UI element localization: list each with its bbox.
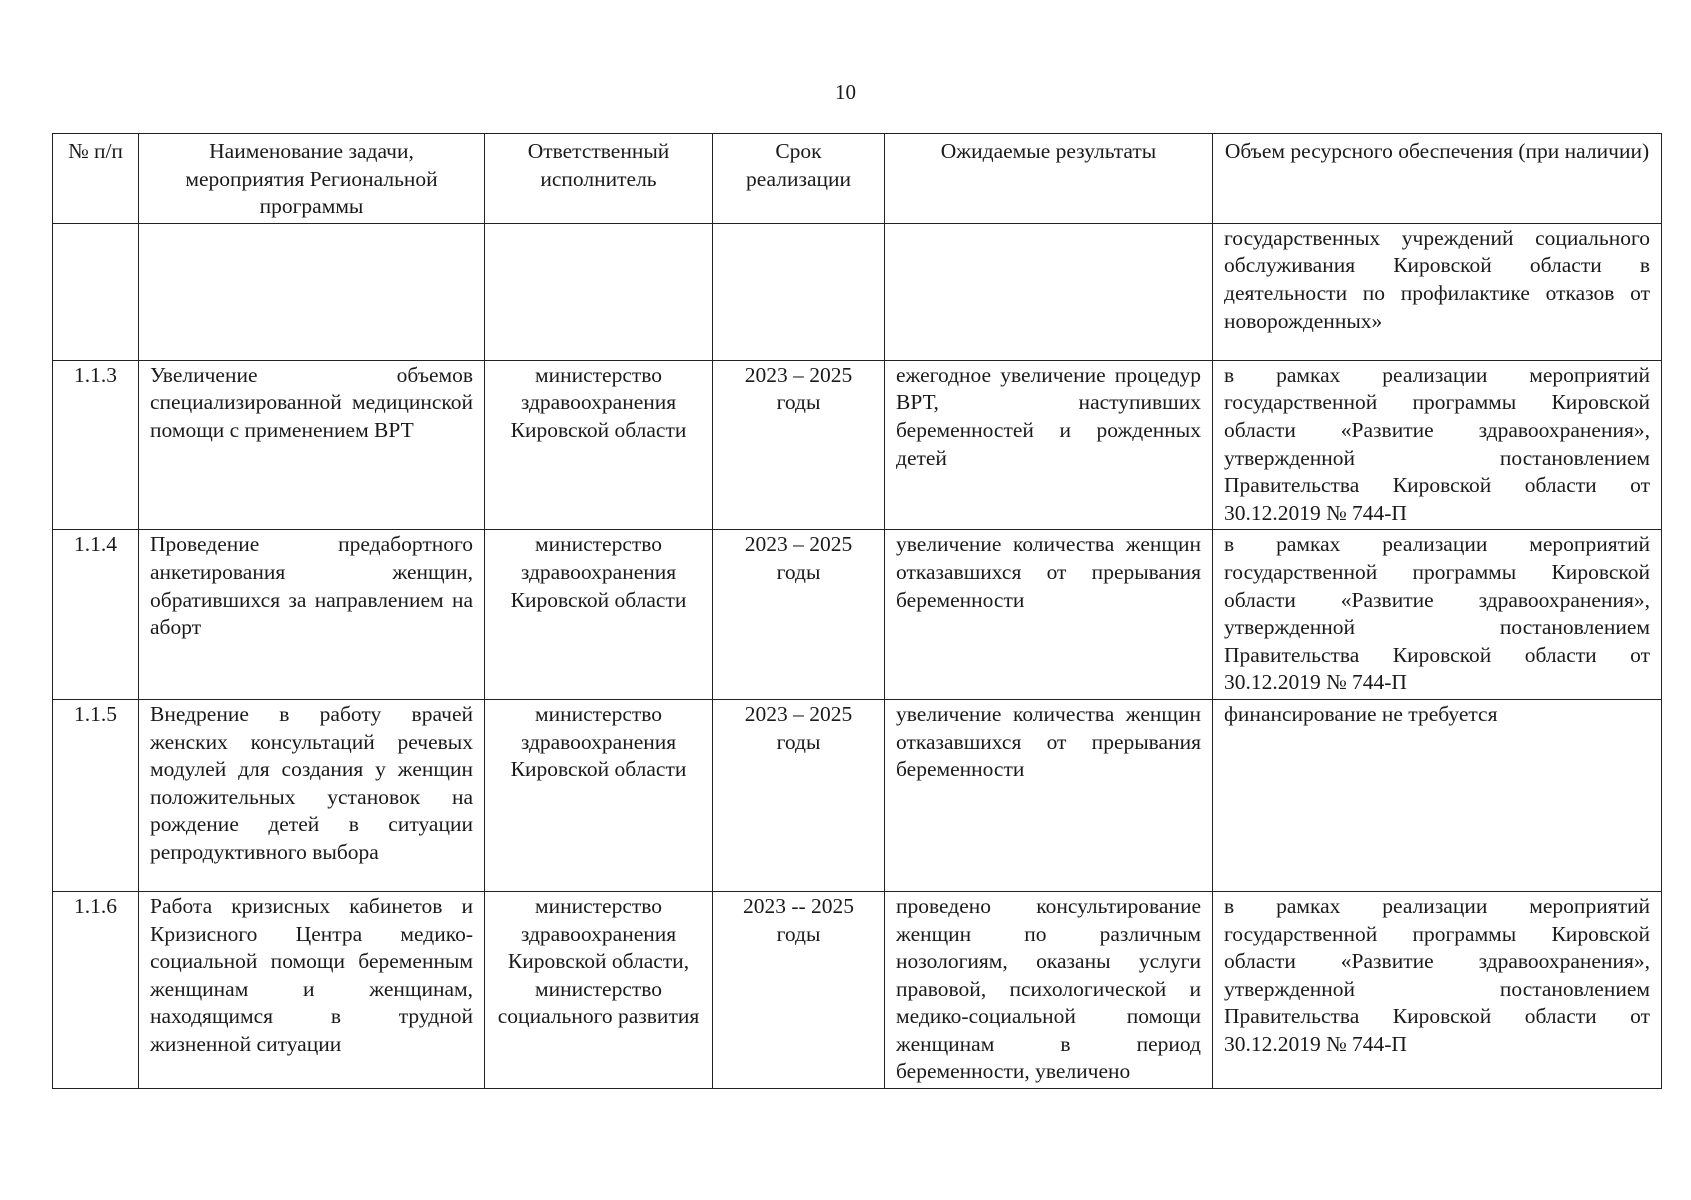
term-cell: 2023 – 2025 годы [713, 699, 885, 891]
row-number: 1.1.5 [53, 699, 139, 891]
table-row [53, 699, 1662, 891]
header-resources: Объем ресурсного обеспечения (при наличии) [1213, 134, 1662, 224]
header-term: Срок реализации [713, 134, 885, 224]
resources-cell: в рамках реализации мероприятий государственной программы Кировской области «Развитие здравоохранения», утвержденной постановлением Правительства Кировской области от 30.12.2019 № 744-П [1213, 891, 1662, 1088]
header-task: Наименование задачи, мероприятия Региональной программы [139, 134, 485, 224]
term-cell: 2023 -- 2025 годы [713, 891, 885, 1088]
results-cell: увеличение количества женщин отказавшихся от прерывания беременности [885, 530, 1213, 700]
executor-cell: министерство здравоохранения Кировской области [485, 530, 713, 700]
term-cell: 2023 – 2025 годы [713, 360, 885, 530]
table-header-row [53, 134, 1662, 224]
table-row-continuation [53, 223, 1662, 360]
task-cell: Проведение предабортного анкетирования женщин, обратившихся за направлением на аборт [139, 530, 485, 700]
executor-cell: министерство здравоохранения Кировской области [485, 360, 713, 530]
header-executor: Ответственный исполнитель [485, 134, 713, 224]
row-number: 1.1.6 [53, 891, 139, 1088]
task-cell: Увеличение объемов специализированной медицинской помощи с применением ВРТ [139, 360, 485, 530]
task-cell: Работа кризисных кабинетов и Кризисного Центра медико-социальной помощи беременным женщинам и женщинам, находящимся в трудной жизненной ситуации [139, 891, 485, 1088]
header-results: Ожидаемые результаты [885, 134, 1213, 224]
task-cell: Внедрение в работу врачей женских консультаций речевых модулей для создания у женщин положительных установок на рождение детей в ситуации репродуктивного выбора [139, 699, 485, 891]
table-row [53, 530, 1662, 700]
executor-cell: министерство здравоохранения Кировской области [485, 699, 713, 891]
resources-cell: в рамках реализации мероприятий государственной программы Кировской области «Развитие здравоохранения», утвержденной постановлением Правительства Кировской области от 30.12.2019 № 744-П [1213, 530, 1662, 700]
empty-cell [885, 223, 1213, 360]
empty-cell [713, 223, 885, 360]
row-number: 1.1.3 [53, 360, 139, 530]
table-row [53, 891, 1662, 1088]
empty-cell [139, 223, 485, 360]
executor-cell: министерство здравоохранения Кировской области, министерство социального развития [485, 891, 713, 1088]
results-cell: проведено консультирование женщин по различным нозологиям, оказаны услуги правовой, психологической и медико-социальной помощи женщинам в период беременности, увеличено [885, 891, 1213, 1088]
page-number: 10 [835, 80, 856, 104]
results-cell: ежегодное увеличение процедур ВРТ, наступивших беременностей и рожденных детей [885, 360, 1213, 530]
header-num: № п/п [53, 134, 139, 224]
term-cell: 2023 – 2025 годы [713, 530, 885, 700]
row-number: 1.1.4 [53, 530, 139, 700]
resources-cell: в рамках реализации мероприятий государственной программы Кировской области «Развитие здравоохранения», утвержденной постановлением Правительства Кировской области от 30.12.2019 № 744-П [1213, 360, 1662, 530]
empty-cell [53, 223, 139, 360]
empty-cell [485, 223, 713, 360]
results-cell: увеличение количества женщин отказавшихся от прерывания беременности [885, 699, 1213, 891]
activities-table [52, 133, 1662, 1089]
resources-cell: государственных учреждений социального обслуживания Кировской области в деятельности по профилактике отказов от новорожденных» [1213, 223, 1662, 360]
resources-cell: финансирование не требуется [1213, 699, 1662, 891]
table-row [53, 360, 1662, 530]
